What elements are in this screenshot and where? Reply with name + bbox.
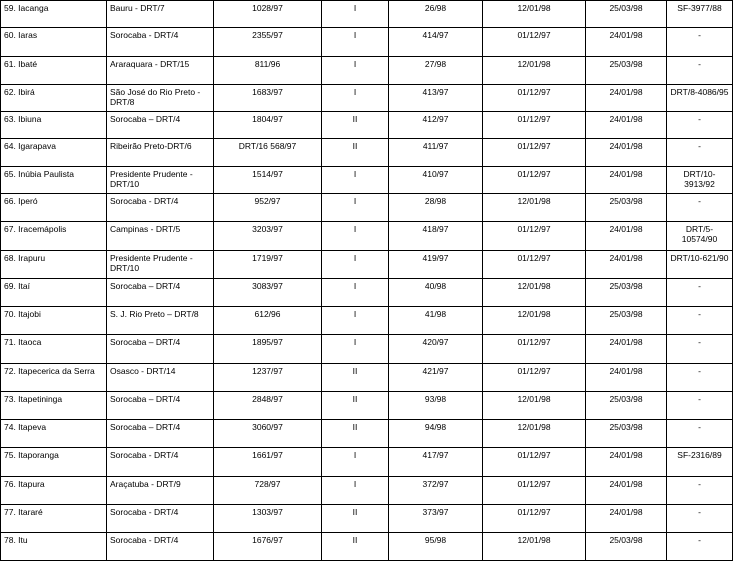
- second-date-cell: 24/01/98: [586, 222, 667, 251]
- process-number-cell: 811/96: [214, 57, 322, 85]
- reference-cell: -: [667, 420, 733, 448]
- document-number-cell: 93/98: [389, 392, 483, 420]
- reference-cell: DRT/10-621/90: [667, 251, 733, 279]
- drt-cell: Sorocaba – DRT/4: [107, 392, 214, 420]
- second-date-cell: 25/03/98: [586, 533, 667, 561]
- document-number-cell: 26/98: [389, 1, 483, 28]
- reference-cell: -: [667, 477, 733, 505]
- table-row: [1, 420, 733, 448]
- class-cell: I: [322, 222, 389, 251]
- document-number-cell: 373/97: [389, 505, 483, 533]
- first-date-cell: 01/12/97: [483, 28, 586, 57]
- class-cell: I: [322, 251, 389, 279]
- second-date-cell: 24/01/98: [586, 335, 667, 364]
- document-number-cell: 94/98: [389, 420, 483, 448]
- first-date-cell: 01/12/97: [483, 139, 586, 167]
- drt-cell: Presidente Prudente - DRT/10: [107, 251, 214, 279]
- reference-cell: DRT/8-4086/95: [667, 85, 733, 112]
- first-date-cell: 01/12/97: [483, 477, 586, 505]
- table-row: [1, 1, 733, 28]
- table-row: [1, 307, 733, 335]
- drt-cell: Araraquara - DRT/15: [107, 57, 214, 85]
- drt-cell: Sorocaba - DRT/4: [107, 533, 214, 561]
- table-row: [1, 28, 733, 57]
- second-date-cell: 25/03/98: [586, 57, 667, 85]
- process-number-cell: 612/96: [214, 307, 322, 335]
- drt-cell: Sorocaba – DRT/4: [107, 279, 214, 307]
- class-cell: I: [322, 1, 389, 28]
- first-date-cell: 01/12/97: [483, 335, 586, 364]
- document-number-cell: 40/98: [389, 279, 483, 307]
- document-number-cell: 420/97: [389, 335, 483, 364]
- first-date-cell: 01/12/97: [483, 505, 586, 533]
- document-number-cell: 410/97: [389, 167, 483, 194]
- process-number-cell: 1676/97: [214, 533, 322, 561]
- reference-cell: -: [667, 139, 733, 167]
- class-cell: II: [322, 392, 389, 420]
- reference-cell: -: [667, 533, 733, 561]
- first-date-cell: 12/01/98: [483, 279, 586, 307]
- municipality-cell: 62. Ibirá: [1, 85, 107, 112]
- process-number-cell: 3083/97: [214, 279, 322, 307]
- reference-cell: SF-2316/89: [667, 448, 733, 477]
- municipality-cell: 74. Itapeva: [1, 420, 107, 448]
- table-row: [1, 364, 733, 392]
- first-date-cell: 01/12/97: [483, 364, 586, 392]
- document-number-cell: 421/97: [389, 364, 483, 392]
- process-number-cell: 1895/97: [214, 335, 322, 364]
- municipality-cell: 65. Inúbia Paulista: [1, 167, 107, 194]
- reference-cell: DRT/10-3913/92: [667, 167, 733, 194]
- second-date-cell: 24/01/98: [586, 167, 667, 194]
- municipality-cell: 59. Iacanga: [1, 1, 107, 28]
- municipality-cell: 78. Itu: [1, 533, 107, 561]
- table-body: [1, 1, 733, 561]
- second-date-cell: 25/03/98: [586, 1, 667, 28]
- drt-cell: Presidente Prudente - DRT/10: [107, 167, 214, 194]
- municipality-cell: 69. Itaí: [1, 279, 107, 307]
- second-date-cell: 25/03/98: [586, 420, 667, 448]
- process-number-cell: 2355/97: [214, 28, 322, 57]
- reference-cell: -: [667, 194, 733, 222]
- process-number-cell: 1719/97: [214, 251, 322, 279]
- class-cell: I: [322, 477, 389, 505]
- process-number-cell: 2848/97: [214, 392, 322, 420]
- drt-cell: Sorocaba - DRT/4: [107, 448, 214, 477]
- drt-cell: Sorocaba - DRT/4: [107, 505, 214, 533]
- class-cell: I: [322, 28, 389, 57]
- class-cell: II: [322, 420, 389, 448]
- class-cell: I: [322, 167, 389, 194]
- municipality-cell: 60. Iaras: [1, 28, 107, 57]
- class-cell: I: [322, 85, 389, 112]
- first-date-cell: 01/12/97: [483, 448, 586, 477]
- document-number-cell: 372/97: [389, 477, 483, 505]
- municipality-cell: 66. Iperó: [1, 194, 107, 222]
- process-number-cell: 952/97: [214, 194, 322, 222]
- reference-cell: -: [667, 57, 733, 85]
- municipality-cell: 73. Itapetininga: [1, 392, 107, 420]
- table-row: [1, 251, 733, 279]
- process-number-cell: 1804/97: [214, 112, 322, 139]
- reference-cell: -: [667, 335, 733, 364]
- class-cell: I: [322, 307, 389, 335]
- reference-cell: -: [667, 392, 733, 420]
- second-date-cell: 24/01/98: [586, 251, 667, 279]
- document-number-cell: 417/97: [389, 448, 483, 477]
- process-number-cell: 3060/97: [214, 420, 322, 448]
- class-cell: II: [322, 364, 389, 392]
- table-row: [1, 448, 733, 477]
- class-cell: II: [322, 139, 389, 167]
- municipality-cell: 75. Itaporanga: [1, 448, 107, 477]
- table-row: [1, 112, 733, 139]
- municipality-cell: 68. Irapuru: [1, 251, 107, 279]
- first-date-cell: 12/01/98: [483, 392, 586, 420]
- second-date-cell: 24/01/98: [586, 505, 667, 533]
- document-number-cell: 419/97: [389, 251, 483, 279]
- document-number-cell: 95/98: [389, 533, 483, 561]
- first-date-cell: 01/12/97: [483, 222, 586, 251]
- table-row: [1, 335, 733, 364]
- drt-cell: Sorocaba – DRT/4: [107, 112, 214, 139]
- reference-cell: SF-3977/88: [667, 1, 733, 28]
- table-row: [1, 139, 733, 167]
- first-date-cell: 12/01/98: [483, 533, 586, 561]
- document-number-cell: 411/97: [389, 139, 483, 167]
- process-number-cell: DRT/16 568/97: [214, 139, 322, 167]
- second-date-cell: 25/03/98: [586, 194, 667, 222]
- process-number-cell: 1514/97: [214, 167, 322, 194]
- first-date-cell: 01/12/97: [483, 85, 586, 112]
- municipality-cell: 77. Itararé: [1, 505, 107, 533]
- document-number-cell: 413/97: [389, 85, 483, 112]
- class-cell: I: [322, 279, 389, 307]
- table-row: [1, 533, 733, 561]
- reference-cell: -: [667, 112, 733, 139]
- process-number-cell: 1028/97: [214, 1, 322, 28]
- document-number-cell: 27/98: [389, 57, 483, 85]
- table-row: [1, 222, 733, 251]
- table-row: [1, 57, 733, 85]
- drt-cell: Bauru - DRT/7: [107, 1, 214, 28]
- class-cell: II: [322, 505, 389, 533]
- reference-cell: -: [667, 364, 733, 392]
- municipality-cell: 70. Itajobi: [1, 307, 107, 335]
- table-row: [1, 85, 733, 112]
- first-date-cell: 01/12/97: [483, 112, 586, 139]
- first-date-cell: 12/01/98: [483, 420, 586, 448]
- table-row: [1, 477, 733, 505]
- first-date-cell: 12/01/98: [483, 194, 586, 222]
- first-date-cell: 12/01/98: [483, 1, 586, 28]
- process-number-cell: 1237/97: [214, 364, 322, 392]
- process-number-cell: 1303/97: [214, 505, 322, 533]
- table-row: [1, 392, 733, 420]
- class-cell: I: [322, 57, 389, 85]
- drt-cell: Sorocaba - DRT/4: [107, 28, 214, 57]
- document-number-cell: 28/98: [389, 194, 483, 222]
- second-date-cell: 24/01/98: [586, 112, 667, 139]
- municipality-cell: 72. Itapecerica da Serra: [1, 364, 107, 392]
- drt-cell: Araçatuba - DRT/9: [107, 477, 214, 505]
- drt-cell: São José do Rio Preto - DRT/8: [107, 85, 214, 112]
- second-date-cell: 24/01/98: [586, 85, 667, 112]
- drt-cell: Sorocaba – DRT/4: [107, 420, 214, 448]
- first-date-cell: 12/01/98: [483, 57, 586, 85]
- first-date-cell: 01/12/97: [483, 167, 586, 194]
- second-date-cell: 24/01/98: [586, 28, 667, 57]
- process-number-cell: 1661/97: [214, 448, 322, 477]
- municipality-cell: 61. Ibaté: [1, 57, 107, 85]
- drt-cell: Sorocaba – DRT/4: [107, 335, 214, 364]
- second-date-cell: 24/01/98: [586, 448, 667, 477]
- class-cell: I: [322, 335, 389, 364]
- table-row: [1, 167, 733, 194]
- process-number-cell: 3203/97: [214, 222, 322, 251]
- reference-cell: DRT/5-10574/90: [667, 222, 733, 251]
- document-number-cell: 414/97: [389, 28, 483, 57]
- process-number-cell: 1683/97: [214, 85, 322, 112]
- municipality-cell: 71. Itaoca: [1, 335, 107, 364]
- municipality-cell: 64. Igarapava: [1, 139, 107, 167]
- first-date-cell: 01/12/97: [483, 251, 586, 279]
- reference-cell: -: [667, 279, 733, 307]
- second-date-cell: 24/01/98: [586, 477, 667, 505]
- drt-cell: Ribeirão Preto-DRT/6: [107, 139, 214, 167]
- second-date-cell: 25/03/98: [586, 392, 667, 420]
- document-number-cell: 41/98: [389, 307, 483, 335]
- class-cell: I: [322, 448, 389, 477]
- second-date-cell: 24/01/98: [586, 364, 667, 392]
- first-date-cell: 12/01/98: [483, 307, 586, 335]
- second-date-cell: 25/03/98: [586, 307, 667, 335]
- reference-cell: -: [667, 307, 733, 335]
- document-number-cell: 418/97: [389, 222, 483, 251]
- document-number-cell: 412/97: [389, 112, 483, 139]
- drt-cell: Sorocaba - DRT/4: [107, 194, 214, 222]
- table-row: [1, 194, 733, 222]
- municipality-cell: 63. Ibiuna: [1, 112, 107, 139]
- class-cell: II: [322, 112, 389, 139]
- drt-cell: Campinas - DRT/5: [107, 222, 214, 251]
- drt-cell: S. J. Rio Preto – DRT/8: [107, 307, 214, 335]
- table-row: [1, 505, 733, 533]
- process-number-cell: 728/97: [214, 477, 322, 505]
- class-cell: I: [322, 194, 389, 222]
- table-row: [1, 279, 733, 307]
- reference-cell: -: [667, 28, 733, 57]
- municipality-cell: 76. Itapura: [1, 477, 107, 505]
- class-cell: II: [322, 533, 389, 561]
- second-date-cell: 25/03/98: [586, 279, 667, 307]
- second-date-cell: 24/01/98: [586, 139, 667, 167]
- municipality-cell: 67. Iracemápolis: [1, 222, 107, 251]
- drt-cell: Osasco - DRT/14: [107, 364, 214, 392]
- reference-cell: -: [667, 505, 733, 533]
